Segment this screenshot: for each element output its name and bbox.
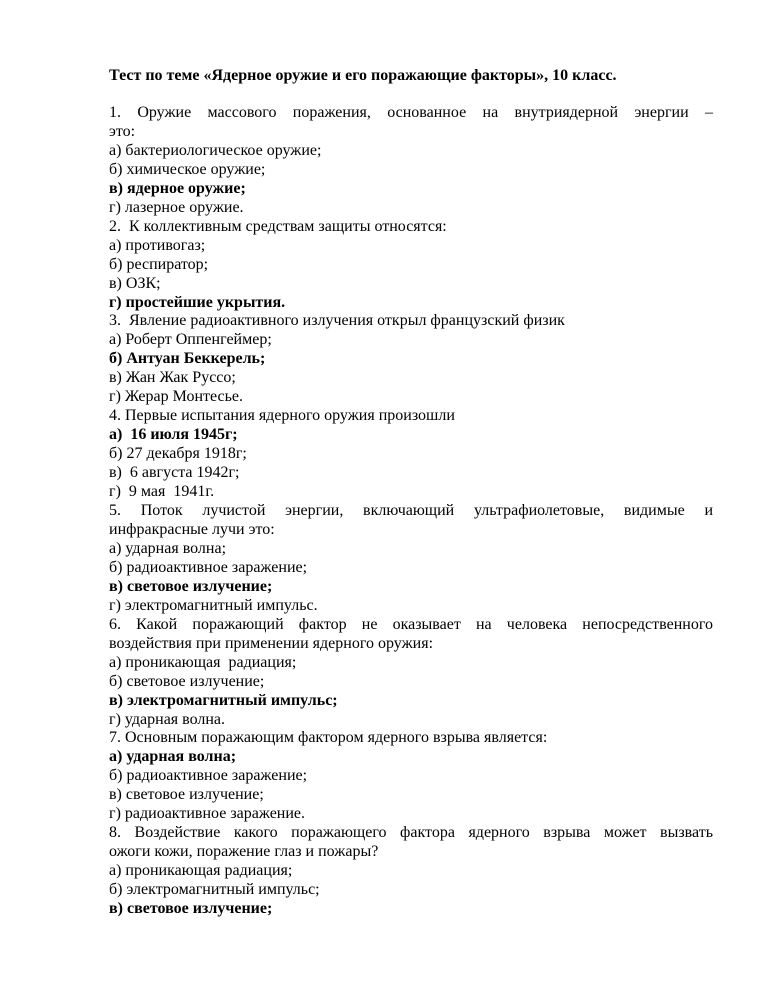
- question-8-text: 8. Воздействие какого поражающего фактора ядерного взрыва может вызвать: [109, 824, 713, 842]
- question-6-option-a: а) проникающая радиация;: [109, 653, 297, 671]
- question-7-option-b: б) радиоактивное заражение;: [109, 767, 308, 785]
- question-7-answer: а) ударная волна;: [109, 748, 237, 766]
- question-8-text-cont: ожоги кожи, поражение глаз и пожары?: [109, 843, 379, 861]
- question-6-text-cont: воздействия при применении ядерного оружия:: [109, 634, 434, 652]
- question-6-option-d: г) ударная волна.: [109, 710, 226, 728]
- document-page: [109, 66, 713, 919]
- question-4-option-d: г) 9 мая 1941г.: [109, 483, 215, 501]
- question-6-answer: в) электромагнитный импульс;: [109, 691, 338, 709]
- question-1-answer: в) ядерное оружие;: [109, 179, 246, 197]
- question-5-text-cont: инфракрасные лучи это:: [109, 520, 275, 538]
- question-7-option-c: в) световое излучение;: [109, 786, 264, 804]
- question-5-text: 5. Поток лучистой энергии, включающий ультрафиолетовые, видимые и: [109, 502, 713, 520]
- question-3-option-d: г) Жерар Монтесье.: [109, 388, 243, 406]
- question-5-answer: в) световое излучение;: [109, 577, 273, 595]
- document-title: Тест по теме «Ядерное оружие и его поражающие факторы», 10 класс.: [109, 67, 617, 84]
- question-8-option-a: а) проникающая радиация;: [109, 862, 293, 880]
- question-1-option-b: б) химическое оружие;: [109, 160, 266, 178]
- question-4-answer: а) 16 июля 1945г;: [109, 426, 238, 444]
- question-7-option-d: г) радиоактивное заражение.: [109, 805, 306, 823]
- question-1-text-cont: это:: [109, 122, 136, 140]
- question-3-option-c: в) Жан Жак Руссо;: [109, 369, 236, 387]
- question-2-option-b: б) респиратор;: [109, 255, 209, 273]
- question-1-text: 1. Оружие массового поражения, основанное на внутриядерной энергии –: [109, 104, 713, 121]
- question-1-option-a: а) бактериологическое оружие;: [109, 141, 322, 159]
- question-2-option-c: в) ОЗК;: [109, 274, 161, 292]
- question-5-option-d: г) электромагнитный импульс.: [109, 596, 318, 614]
- question-2-text: 2. К коллективным средствам защиты относятся:: [109, 217, 447, 235]
- question-3-answer: б) Антуан Беккерель;: [109, 350, 266, 368]
- question-3-option-a: а) Роберт Оппенгеймер;: [109, 331, 272, 349]
- question-5-option-a: а) ударная волна;: [109, 539, 227, 557]
- question-2-option-a: а) противогаз;: [109, 236, 206, 254]
- question-7-text: 7. Основным поражающим фактором ядерного взрыва является:: [109, 729, 548, 747]
- question-2-answer: г) простейшие укрытия.: [109, 293, 286, 311]
- question-4-option-c: в) 6 августа 1942г;: [109, 464, 240, 482]
- question-6-text: 6. Какой поражающий фактор не оказывает на человека непосредственного: [109, 615, 713, 633]
- question-4-option-b: б) 27 декабря 1918г;: [109, 445, 247, 463]
- question-8-option-b: б) электромагнитный импульс;: [109, 881, 320, 899]
- question-6-option-b: б) световое излучение;: [109, 672, 265, 690]
- question-5-option-b: б) радиоактивное заражение;: [109, 558, 308, 576]
- question-1-option-d: г) лазерное оружие.: [109, 198, 244, 216]
- question-3-text: 3. Явление радиоактивного излучения открыл французский физик: [109, 312, 565, 330]
- question-4-text: 4. Первые испытания ядерного оружия произошли: [109, 407, 455, 425]
- question-8-answer: в) световое излучение;: [109, 900, 273, 918]
